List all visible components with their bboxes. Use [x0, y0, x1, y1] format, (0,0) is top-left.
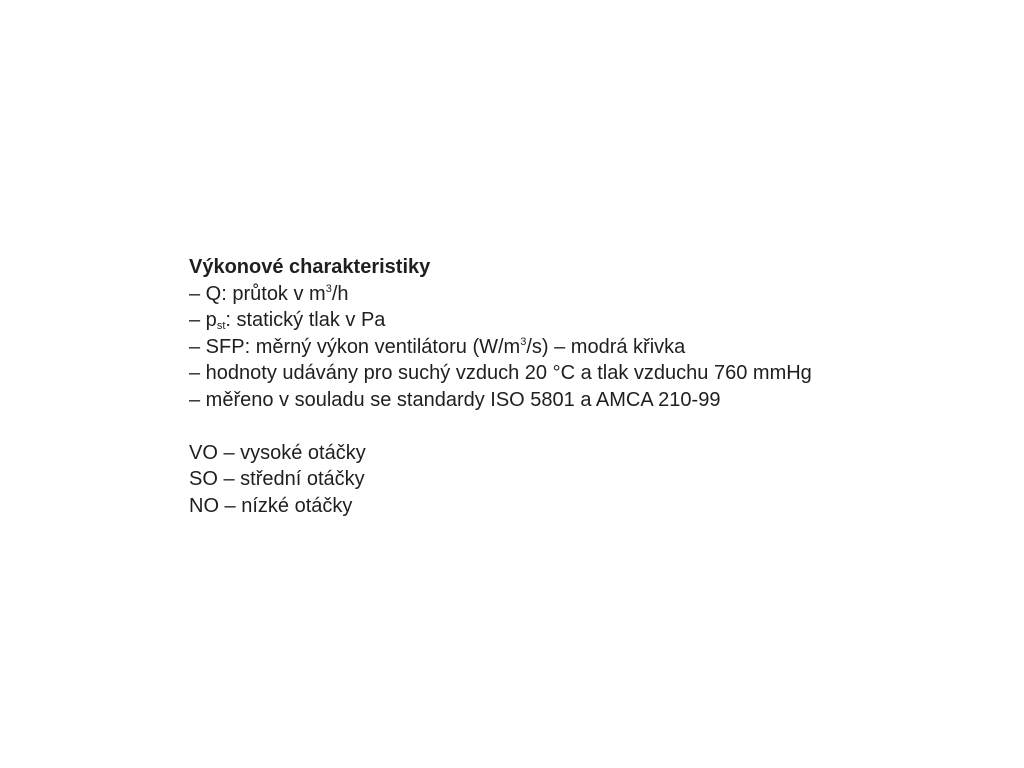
flow-rate-text: – Q: průtok v m — [189, 282, 326, 305]
paragraph-spacer — [189, 413, 989, 440]
flow-rate-unit: /h — [331, 282, 349, 305]
static-pressure-symbol: – p — [189, 309, 217, 331]
sfp-exponent: 3 — [520, 335, 527, 348]
speed-high: VO – vysoké otáčky — [189, 441, 366, 464]
performance-characteristics-legend — [189, 254, 989, 519]
speed-low: NO – nízké otáčky — [189, 494, 353, 517]
definition-air-conditions: – hodnoty udávány pro suchý vzduch 20 °C a tlak vzduchu 760 mmHg — [189, 362, 812, 384]
definition-static-pressure — [189, 307, 989, 334]
definition-sfp — [189, 334, 989, 361]
speed-medium: SO – střední otáčky — [189, 468, 365, 490]
definition-standards: – měřeno v souladu se standardy ISO 5801 a AMCA 210-99 — [189, 388, 721, 411]
sfp-suffix: /s) – modrá křivka — [526, 335, 686, 358]
definition-flow-rate — [189, 281, 989, 308]
static-pressure-text: : statický tlak v Pa — [225, 309, 386, 331]
sfp-text: – SFP: měrný výkon ventilátoru (W/m — [189, 335, 521, 358]
flow-rate-exponent: 3 — [325, 282, 332, 295]
legend-heading: Výkonové charakteristiky — [189, 256, 431, 278]
static-pressure-subscript: st — [216, 320, 226, 332]
